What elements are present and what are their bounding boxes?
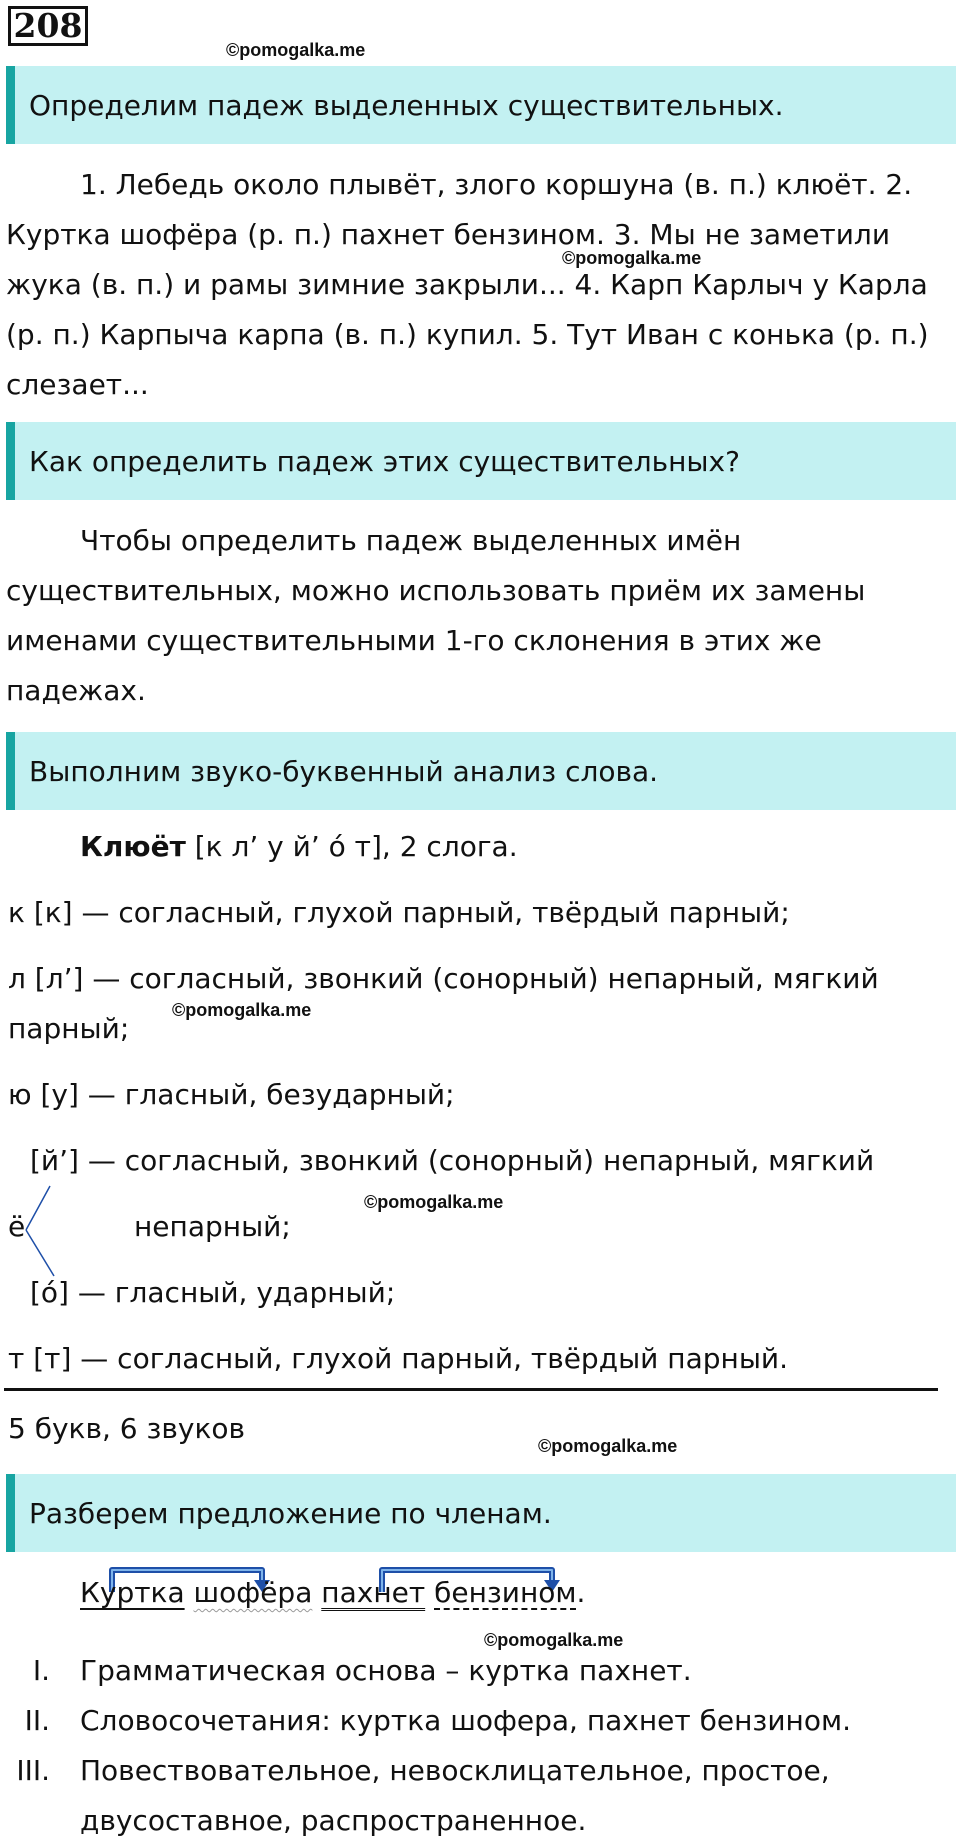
section-header-text: Выполним звуко-буквенный анализ слова.	[29, 754, 659, 788]
roman-numeral: III.	[16, 1754, 50, 1787]
section-header-how	[6, 422, 956, 500]
yo-split-bracket	[20, 1184, 60, 1280]
analysis-word-line	[80, 830, 518, 863]
analysis-line-l: л [л’] — согласный, звонкий (сонорный) непарный, мягкий	[8, 962, 879, 995]
analysis-line-o: [о́] — гласный, ударный;	[30, 1276, 396, 1309]
roman-item: Повествовательное, невосклицательное, простое, двусоставное, распространенное.	[80, 1754, 830, 1837]
parsed-sentence	[80, 1576, 585, 1609]
roman-item: Словосочетания: куртка шофера, пахнет бензином.	[80, 1704, 851, 1737]
analysis-transcription: [к л’ у й’ о́ т], 2 слога.	[185, 830, 518, 863]
paragraph-method	[6, 516, 956, 716]
section-header-text: Разберем предложение по членам.	[29, 1496, 552, 1530]
section-header-case	[6, 66, 956, 144]
analysis-line-k: к [к] — согласный, глухой парный, твёрдый парный;	[8, 896, 790, 929]
section-header-text: Определим падеж выделенных существительных.	[29, 88, 784, 122]
watermark: ©pomogalka.me	[538, 1436, 678, 1456]
watermark: ©pomogalka.me	[226, 40, 366, 60]
paragraph-sentences	[6, 160, 956, 410]
analysis-letter-yo: ё	[8, 1210, 26, 1243]
roman-numeral: I.	[32, 1654, 50, 1687]
divider	[4, 1388, 938, 1391]
watermark: ©pomogalka.me	[172, 1000, 312, 1020]
paragraph-text: Чтобы определить падеж выделенных имён существительных, можно использовать приём их замены именами существительными 1-го склонения в этих же падежах.	[6, 524, 866, 707]
analysis-word: Клюёт	[80, 830, 186, 863]
roman-numeral: II.	[24, 1704, 50, 1737]
task-number: 208	[8, 6, 88, 46]
object-word: бензином	[434, 1576, 577, 1609]
predicate-word: пахнет	[321, 1576, 426, 1609]
analysis-line-yu: ю [у] — гласный, безударный;	[8, 1078, 455, 1111]
analysis-summary: 5 букв, 6 звуков	[8, 1412, 245, 1445]
analysis-line-t: т [т] — согласный, глухой парный, твёрдый парный.	[8, 1342, 789, 1375]
attribute-word: шофёра	[193, 1576, 313, 1609]
watermark: ©pomogalka.me	[484, 1630, 624, 1650]
analysis-line-l-cont: парный;	[8, 1012, 130, 1045]
watermark: ©pomogalka.me	[562, 248, 702, 268]
section-header-parse	[6, 1474, 956, 1552]
watermark: ©pomogalka.me	[364, 1192, 504, 1212]
subject-word: Куртка	[80, 1576, 185, 1609]
sentence-end: .	[576, 1576, 586, 1609]
paragraph-text: 1. Лебедь около плывёт, злого коршуна (в. п.) клюёт. 2. Куртка шофёра (р. п.) пахнет бензином. 3. Мы не заметили жука (в. п.) и рамы зимние закрыли... 4. Карп Карлыч у Карла (р. п.) Карпыча карпа (в. п.) купил. 5. Тут Иван с конька (р. п.) слезает...	[6, 168, 929, 401]
roman-item: Грамматическая основа – куртка пахнет.	[80, 1654, 692, 1687]
analysis-line-j-cont: непарный;	[134, 1210, 291, 1243]
analysis-line-j: [й’] — согласный, звонкий (сонорный) непарный, мягкий	[30, 1144, 875, 1177]
section-header-analysis	[6, 732, 956, 810]
section-header-text: Как определить падеж этих существительных?	[29, 444, 740, 478]
